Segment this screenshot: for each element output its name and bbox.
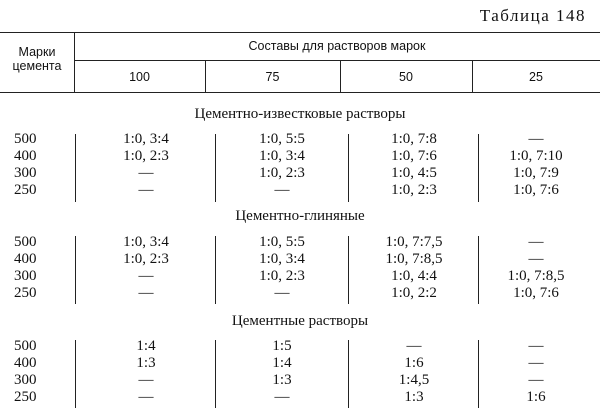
grade-cell: 250 xyxy=(14,285,37,301)
grade-cell: 300 xyxy=(14,268,37,284)
grade-cell: 250 xyxy=(14,389,37,405)
value-cell: 1:6 xyxy=(404,355,424,371)
value-cell: 1:0, 5:5 xyxy=(259,131,305,147)
value-cell: — xyxy=(528,372,544,388)
value-cell: — xyxy=(528,355,544,371)
value-cell: — xyxy=(138,285,154,301)
section-3-separator-d xyxy=(478,340,479,408)
value-cell: 1:0, 3:4 xyxy=(259,148,305,164)
value-cell: 1:0, 3:4 xyxy=(123,234,169,250)
value-cell: 1:4,5 xyxy=(398,372,430,388)
value-cell: 1:0, 2:3 xyxy=(259,268,305,284)
row-label-line-2: цемента xyxy=(12,59,62,73)
value-cell: — xyxy=(274,389,290,405)
section-3-separator-c xyxy=(348,340,349,408)
group-title: Составы для растворов марок xyxy=(248,39,426,53)
value-cell: — xyxy=(138,182,154,198)
value-cell: 1:0, 7:7,5 xyxy=(385,234,443,250)
table-caption: Таблица 148 xyxy=(479,6,586,25)
value-cell: 1:5 xyxy=(272,338,292,354)
value-cell: 1:0, 5:5 xyxy=(259,234,305,250)
value-cell: — xyxy=(528,131,544,147)
header-top-rule xyxy=(0,32,600,33)
row-label-line-1: Марки xyxy=(18,45,56,59)
grade-cell: 500 xyxy=(14,338,37,354)
value-cell: — xyxy=(528,234,544,250)
value-cell: 1:0, 7:6 xyxy=(513,182,559,198)
grade-cell: 400 xyxy=(14,251,37,267)
value-cell: 1:3 xyxy=(272,372,292,388)
value-cell: 1:3 xyxy=(404,389,424,405)
value-cell: — xyxy=(138,389,154,405)
value-cell: — xyxy=(274,182,290,198)
value-cell: 1:0, 4:5 xyxy=(391,165,437,181)
value-cell: 1:0, 2:3 xyxy=(123,251,169,267)
grade-cell: 300 xyxy=(14,165,37,181)
value-cell: — xyxy=(138,268,154,284)
value-cell: 1:0, 2:3 xyxy=(123,148,169,164)
value-cell: 1:0, 3:4 xyxy=(123,131,169,147)
value-cell: 1:4 xyxy=(136,338,156,354)
grade-cell: 400 xyxy=(14,148,37,164)
value-cell: 1:0, 7:6 xyxy=(513,285,559,301)
value-cell: — xyxy=(528,338,544,354)
grade-cell: 500 xyxy=(14,234,37,250)
value-cell: 1:0, 7:8 xyxy=(391,131,437,147)
grade-cell: 300 xyxy=(14,372,37,388)
column-header-50: 50 xyxy=(399,70,413,84)
section-1-separator-a xyxy=(75,134,76,202)
column-header-100: 100 xyxy=(129,70,150,84)
grade-cell: 400 xyxy=(14,355,37,371)
grade-cell: 500 xyxy=(14,131,37,147)
value-cell: 1:0, 7:8,5 xyxy=(507,268,565,284)
section-1-separator-c xyxy=(348,134,349,202)
value-cell: 1:3 xyxy=(136,355,156,371)
value-cell: 1:6 xyxy=(526,389,546,405)
row-label-header xyxy=(0,45,74,73)
header-bottom-rule xyxy=(0,92,600,93)
section-title-lime: Цементно-известковые растворы xyxy=(194,106,406,122)
section-1-separator-d xyxy=(478,134,479,202)
value-cell: — xyxy=(528,251,544,267)
value-cell: 1:0, 2:3 xyxy=(391,182,437,198)
value-cell: 1:0, 4:4 xyxy=(391,268,437,284)
grade-cell: 250 xyxy=(14,182,37,198)
value-cell: — xyxy=(138,165,154,181)
value-cell: 1:0, 7:6 xyxy=(391,148,437,164)
value-cell: 1:0, 2:2 xyxy=(391,285,437,301)
value-cell: — xyxy=(406,338,422,354)
section-3-separator-a xyxy=(75,340,76,408)
header-mid-rule xyxy=(74,60,600,61)
column-header-25: 25 xyxy=(529,70,543,84)
section-title-clay: Цементно-глиняные xyxy=(235,208,365,224)
value-cell: — xyxy=(138,372,154,388)
value-cell: 1:0, 7:10 xyxy=(509,148,563,164)
value-cell: 1:4 xyxy=(272,355,292,371)
value-cell: 1:0, 7:9 xyxy=(513,165,559,181)
section-title-cement: Цементные растворы xyxy=(231,313,369,329)
section-2-separator-c xyxy=(348,236,349,304)
column-header-75: 75 xyxy=(265,70,280,84)
section-2-separator-a xyxy=(75,236,76,304)
value-cell: 1:0, 3:4 xyxy=(259,251,305,267)
section-2-separator-d xyxy=(478,236,479,304)
value-cell: 1:0, 7:8,5 xyxy=(385,251,443,267)
value-cell: 1:0, 2:3 xyxy=(259,165,305,181)
value-cell: — xyxy=(274,285,290,301)
